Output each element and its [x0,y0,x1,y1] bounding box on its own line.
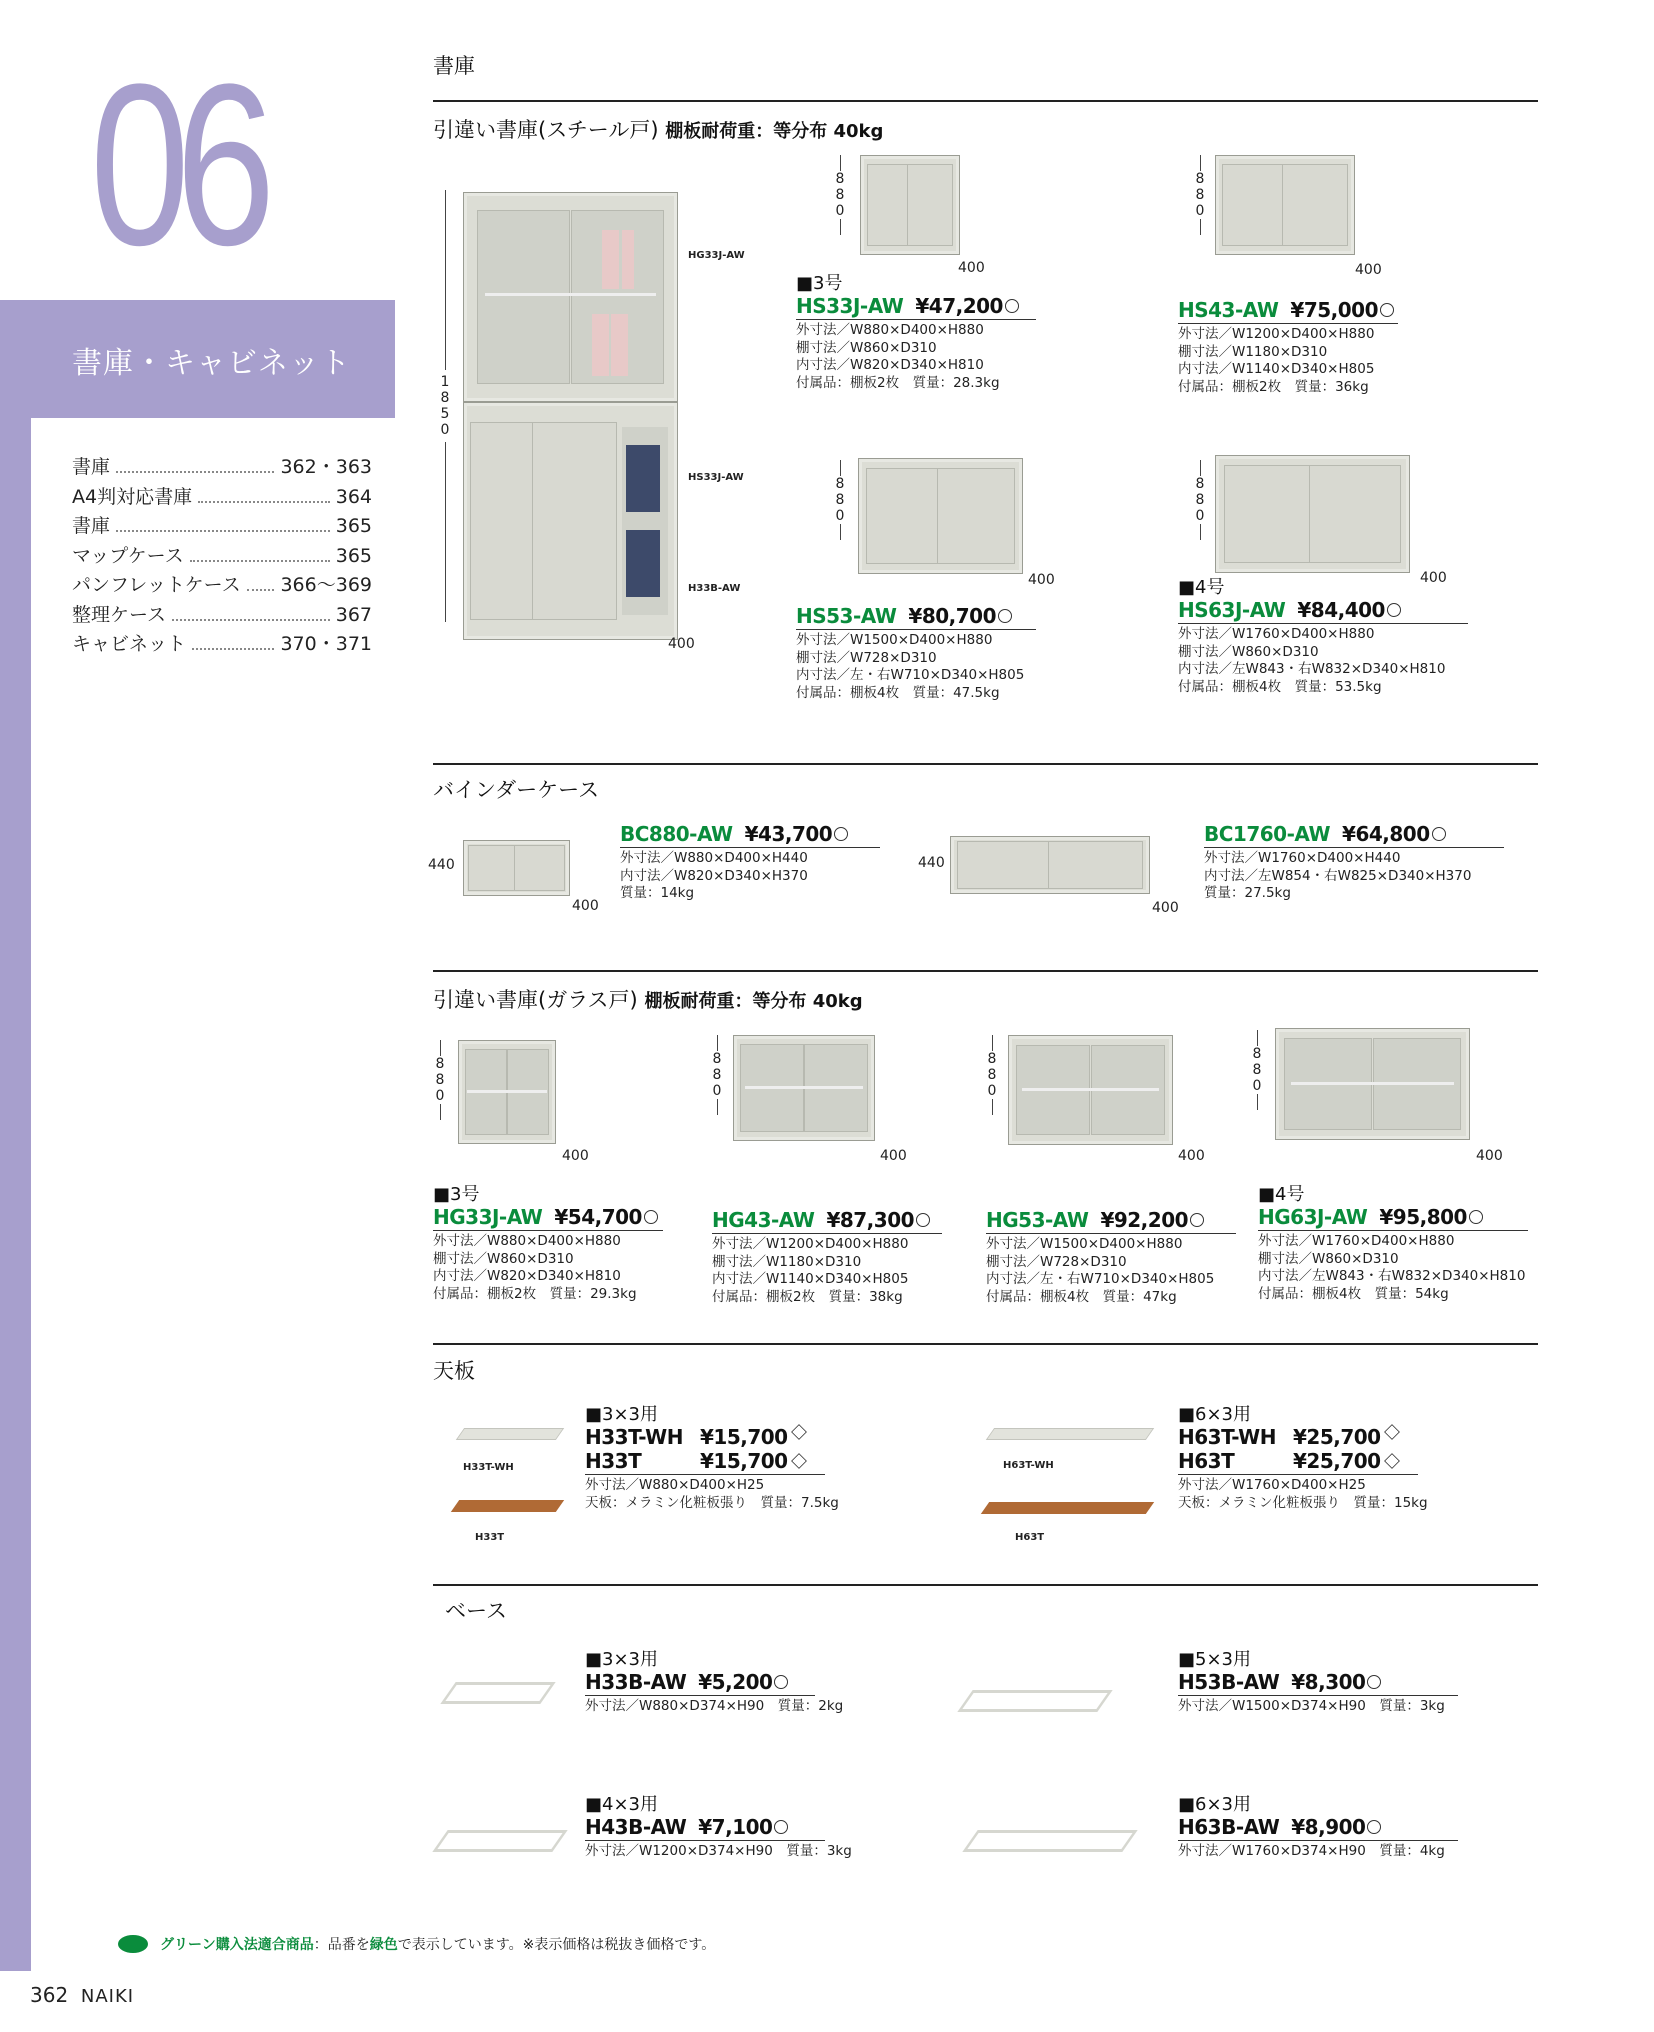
depth-dimension: 400 [562,1148,589,1164]
glass-cabinet-image [1275,1028,1470,1140]
product-HS53-AW: HS53-AW ¥80,700 外寸法／W1500×D400×H880 棚寸法／W728×D310 内寸法／左・右W710×D340×H805 付属品：棚板4枚 質量：47.5kg [796,604,1036,702]
product-price: ¥95,800 [1379,1205,1467,1229]
product-price: ¥8,300 [1291,1670,1366,1694]
product-H43B-AW: ■4×3用 H43B-AW ¥7,100 外寸法／W1200×D374×H90 質量：3kg [585,1794,852,1859]
product-HG53-AW: HG53-AW ¥92,200 外寸法／W1500×D400×H880 棚寸法／W728×D310 内寸法／左・右W710×D340×H805 付属品：棚板4枚 質量：47kg [986,1208,1236,1306]
product-price: ¥25,700 [1293,1425,1381,1449]
product-price: ¥25,700 [1293,1449,1381,1473]
side-strip [0,418,31,1971]
product-code: BC1760-AW [1204,822,1331,846]
product-price: ¥8,900 [1291,1815,1366,1839]
product-code: H33T-WH [585,1425,683,1449]
depth-dimension: 400 [1355,262,1382,278]
product-code: H63T [1178,1449,1235,1473]
height-dimension: 440 [918,855,945,871]
toc-item[interactable]: キャビネット 370・371 [72,633,372,655]
depth-dimension: 400 [1420,570,1447,586]
product-price: ¥92,200 [1100,1208,1189,1232]
product-code: HS33J-AW [796,294,904,318]
toc-item[interactable]: A4判対応書庫 364 [72,485,372,508]
chapter-number: 06 [90,36,262,293]
height-dimension: 880 [710,1035,724,1115]
glass-cabinet-image [1008,1035,1173,1145]
cabinet-image [860,155,960,255]
product-price: ¥75,000 [1290,298,1379,322]
product-HS63J-AW: ■4号 HS63J-AW ¥84,400 外寸法／W1760×D400×H880 棚寸法／W860×D310 内寸法／左W843・右W832×D340×H810 付属品：棚板4枚 質量：53.5kg [1178,578,1468,696]
depth-dimension: 400 [668,636,695,652]
glass-cabinet-top-image [463,192,678,402]
glass-cabinet-image [733,1035,875,1141]
footer-note: グリーン購入法適合商品：品番を緑色で表示しています。※表示価格は税抜き価格です。 [160,1937,716,1953]
green-mark-icon [118,1935,148,1953]
toc-item[interactable]: パンフレットケース 366〜369 [72,574,372,596]
depth-dimension: 400 [880,1148,907,1164]
height-dimension: 880 [833,460,847,540]
product-code: H43B-AW [585,1815,687,1839]
steel-cabinet-bottom-image [463,402,678,640]
product-HS33J-AW: ■3号 HS33J-AW ¥47,200 外寸法／W880×D400×H880 棚寸法／W860×D310 内寸法／W820×D340×H810 付属品：棚板2枚 質量：28.3kg [796,274,1036,392]
top-plate-white-image [986,1428,1154,1440]
product-price: ¥15,700 [700,1449,788,1473]
product-price: ¥43,700 [744,822,833,846]
binder-case-image [463,840,570,896]
product-code: HG43-AW [712,1208,815,1232]
top-plate-wood-image [981,1502,1154,1514]
product-code: H63T-WH [1178,1425,1276,1449]
height-dimension: 880 [1193,155,1207,235]
height-dimension: 1850 [438,190,452,622]
image-label: H33T [475,1532,505,1543]
glass-caption: 引違い書庫(ガラス戸) 棚板耐荷重：等分布 40kg [433,988,863,1012]
image-label: H33T-WH [463,1462,514,1473]
steel-caption: 引違い書庫(スチール戸) 棚板耐荷重：等分布 40kg [433,118,884,142]
product-H63B-AW: ■6×3用 H63B-AW ¥8,900 外寸法／W1760×D374×H90 質量：4kg [1178,1795,1458,1861]
product-price: ¥87,300 [826,1208,915,1232]
product-code: H33T [585,1449,642,1473]
product-HS43-AW: HS43-AW ¥75,000 外寸法／W1200×D400×H880 棚寸法／W1180×D310 内寸法／W1140×D340×H805 付属品：棚板2枚 質量：36kg [1178,298,1398,396]
divider [433,100,1538,102]
toc-item[interactable]: 書庫 362・363 [72,456,372,478]
product-code: HG63J-AW [1258,1205,1368,1229]
binder-case-image [950,836,1150,894]
depth-dimension: 400 [958,260,985,276]
product-code: HS63J-AW [1178,598,1286,622]
product-H63T: ■6×3用 H63T-WH ¥25,700 H63T ¥25,700 外寸法／W1760×D400×H25 天板：メラミン化粧板張り 質量：15kg [1178,1404,1428,1511]
height-dimension: 880 [433,1040,447,1120]
height-dimension: 440 [428,857,455,873]
image-label: H63T [1015,1532,1045,1543]
product-code: HS43-AW [1178,298,1279,322]
height-dimension: 880 [1193,460,1207,540]
product-H53B-AW: ■5×3用 H53B-AW ¥8,300 外寸法／W1500×D374×H90 質量：3kg [1178,1650,1458,1716]
toc-item[interactable]: 書庫 365 [72,515,372,537]
depth-dimension: 400 [1476,1148,1503,1164]
divider [433,970,1538,972]
product-code: H63B-AW [1178,1815,1280,1839]
base-frame-image [432,1830,567,1852]
table-of-contents [72,452,372,659]
cabinet-image [1215,155,1355,255]
stack-label: HG33J-AW [688,250,745,261]
base-frame-image [440,1682,555,1704]
product-HG63J-AW: ■4号 HG63J-AW ¥95,800 外寸法／W1760×D400×H880 棚寸法／W860×D310 内寸法／左W843・右W832×D340×H810 付属品：棚板4枚 質量：54kg [1258,1185,1528,1303]
product-price: ¥15,700 [700,1425,788,1449]
divider [433,1584,1538,1586]
depth-dimension: 400 [1152,900,1179,916]
product-price: ¥84,400 [1297,598,1385,622]
product-code: BC880-AW [620,822,733,846]
toc-item[interactable]: マップケース 365 [72,544,372,567]
product-HG33J-AW: ■3号 HG33J-AW ¥54,700 外寸法／W880×D400×H880 棚寸法／W860×D310 内寸法／W820×D340×H810 付属品：棚板2枚 質量：29.3kg [433,1185,663,1303]
height-dimension: 880 [985,1035,999,1115]
product-price: ¥80,700 [908,604,997,628]
height-dimension: 880 [833,155,847,235]
product-BC880-AW: BC880-AW ¥43,700 外寸法／W880×D400×H440 内寸法／W820×D340×H370 質量：14kg [620,822,880,903]
base-caption: ベース [445,1599,507,1623]
glass-cabinet-image [458,1040,556,1144]
toc-item[interactable]: 整理ケース 367 [72,603,372,626]
product-price: ¥5,200 [698,1670,773,1694]
product-HG43-AW: HG43-AW ¥87,300 外寸法／W1200×D400×H880 棚寸法／W1180×D310 内寸法／W1140×D340×H805 付属品：棚板2枚 質量：38kg [712,1208,942,1306]
top-caption: 天板 [433,1359,475,1383]
cabinet-image [858,458,1023,574]
base-frame-image [962,1830,1137,1852]
image-label: H63T-WH [1003,1460,1054,1471]
product-BC1760-AW: BC1760-AW ¥64,800 外寸法／W1760×D400×H440 内寸法／左W854・右W825×D340×H370 質量：27.5kg [1204,822,1504,903]
product-price: ¥47,200 [915,294,1003,318]
cabinet-image [1215,455,1410,573]
stack-label: HS33J-AW [688,472,744,483]
product-price: ¥64,800 [1342,822,1430,846]
depth-dimension: 400 [572,898,599,914]
product-H33B-AW: ■3×3用 H33B-AW ¥5,200 外寸法／W880×D374×H90 質量：2kg [585,1649,844,1714]
top-plate-wood-image [451,1500,564,1512]
product-code: HS53-AW [796,604,897,628]
chapter-title: 書庫・キャビネット [72,346,351,381]
binder-caption: バインダーケース [433,778,600,802]
divider [433,1343,1538,1345]
section-title: 書庫 [433,54,475,78]
product-code: HG53-AW [986,1208,1089,1232]
product-code: H33B-AW [585,1670,687,1694]
divider [433,763,1538,765]
top-plate-white-image [456,1428,564,1440]
product-price: ¥7,100 [698,1815,773,1839]
product-code: HG33J-AW [433,1205,543,1229]
page-number: 362 NAIKI [30,1983,135,2007]
depth-dimension: 400 [1028,572,1055,588]
product-H33T: ■3×3用 H33T-WH ¥15,700 H33T ¥15,700 外寸法／W880×D400×H25 天板：メラミン化粧板張り 質量：7.5kg [585,1404,839,1511]
product-code: H53B-AW [1178,1670,1280,1694]
product-price: ¥54,700 [554,1205,642,1229]
base-frame-image [957,1690,1112,1712]
height-dimension: 880 [1250,1030,1264,1110]
depth-dimension: 400 [1178,1148,1205,1164]
stack-label: H33B-AW [688,583,741,594]
